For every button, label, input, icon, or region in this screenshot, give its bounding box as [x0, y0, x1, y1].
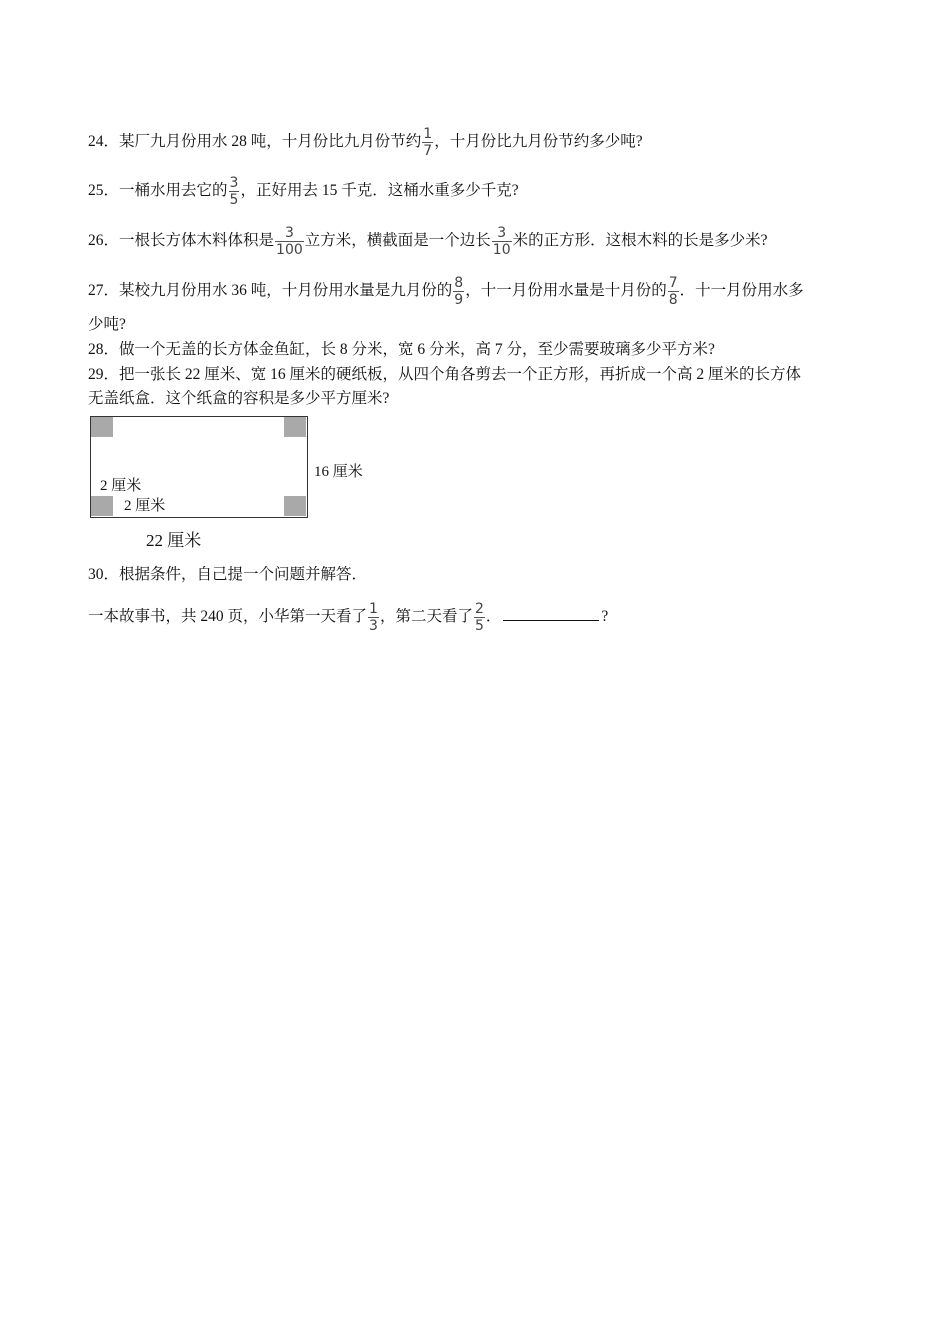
question-text: 根据条件，自己提一个问题并解答． — [119, 566, 368, 583]
question-number: 27． — [88, 282, 120, 300]
question-26 — [88, 225, 768, 258]
denominator: 7 — [423, 143, 433, 159]
question-28 — [88, 340, 715, 360]
fraction — [668, 275, 679, 308]
question-number: 28． — [88, 341, 120, 358]
cut-corner-square — [284, 417, 306, 437]
numerator: 3 — [229, 175, 239, 191]
question-text: ? — [601, 608, 609, 626]
numerator: 3 — [284, 225, 294, 241]
answer-blank[interactable] — [503, 606, 599, 621]
cardboard-figure — [88, 414, 373, 550]
cut-size-label: 2 厘米 — [100, 478, 142, 494]
question-number: 25． — [88, 182, 120, 200]
question-27 — [88, 275, 804, 308]
cut-size-label: 2 厘米 — [124, 498, 166, 514]
question-text: ，正好用去 15 千克．这桶水重多少千克? — [240, 182, 519, 200]
question-number: 24． — [88, 133, 120, 151]
denominator: 10 — [492, 242, 511, 258]
question-29-continued — [88, 389, 389, 409]
question-text: ． — [485, 608, 502, 626]
denominator: 5 — [229, 192, 239, 208]
question-text: 做一个无盖的长方体金鱼缸，长 8 分米，宽 6 分米，高 7 分，至少需要玻璃多少平方米? — [119, 341, 715, 358]
question-text: 一本故事书，共 240 页，小华第一天看了 — [88, 608, 368, 626]
fraction — [453, 275, 464, 308]
question-25 — [88, 175, 519, 208]
question-text: 米的正方形．这根木料的长是多少米? — [512, 232, 768, 250]
question-text: 一根长方体木料体积是 — [119, 232, 275, 250]
cut-corner-square — [91, 417, 113, 437]
cardboard-rectangle — [90, 416, 308, 518]
cut-corner-square — [91, 496, 113, 516]
fraction — [422, 126, 433, 159]
question-number: 29． — [88, 366, 120, 383]
numerator: 2 — [474, 601, 484, 617]
fraction — [229, 175, 240, 208]
question-number: 26． — [88, 232, 120, 250]
denominator: 5 — [474, 618, 484, 634]
denominator: 100 — [276, 242, 303, 258]
height-label: 16 厘米 — [314, 464, 363, 480]
question-text: 某厂九月份用水 28 吨，十月份比九月份节约 — [119, 133, 422, 151]
question-text: ，第二天看了 — [379, 608, 473, 626]
question-text: 无盖纸盒．这个纸盒的容积是多少平方厘米? — [88, 390, 390, 407]
question-29 — [88, 365, 801, 385]
denominator: 8 — [668, 292, 678, 308]
numerator: 3 — [497, 225, 507, 241]
fraction — [474, 601, 485, 634]
question-text: 把一张长 22 厘米、宽 16 厘米的硬纸板，从四个角各剪去一个正方形，再折成一个高 2 厘米的长方体 — [119, 366, 802, 383]
question-number: 30． — [88, 566, 120, 583]
denominator: 9 — [454, 292, 464, 308]
numerator: 1 — [423, 126, 433, 142]
numerator: 1 — [369, 601, 378, 617]
question-text: 一桶水用去它的 — [119, 182, 228, 200]
question-27-continued — [88, 315, 126, 335]
question-text: ，十一月份用水量是十月份的 — [465, 282, 667, 300]
denominator: 3 — [369, 618, 378, 634]
question-text: 少吨? — [88, 316, 126, 333]
fraction — [492, 225, 512, 258]
question-text: ，十月份比九月份节约多少吨? — [434, 133, 643, 151]
question-text: 立方米，横截面是一个边长 — [304, 232, 491, 250]
question-text: 某校九月份用水 36 吨，十月份用水量是九月份的 — [119, 282, 453, 300]
question-text: ．十一月份用水多 — [679, 282, 804, 300]
numerator: 8 — [454, 275, 464, 291]
numerator: 7 — [668, 275, 678, 291]
question-30 — [88, 565, 367, 585]
question-30-condition — [88, 601, 608, 634]
fraction — [275, 225, 304, 258]
fraction — [368, 601, 379, 634]
cut-corner-square — [284, 496, 306, 516]
question-24 — [88, 126, 643, 159]
width-label: 22 厘米 — [146, 531, 202, 550]
